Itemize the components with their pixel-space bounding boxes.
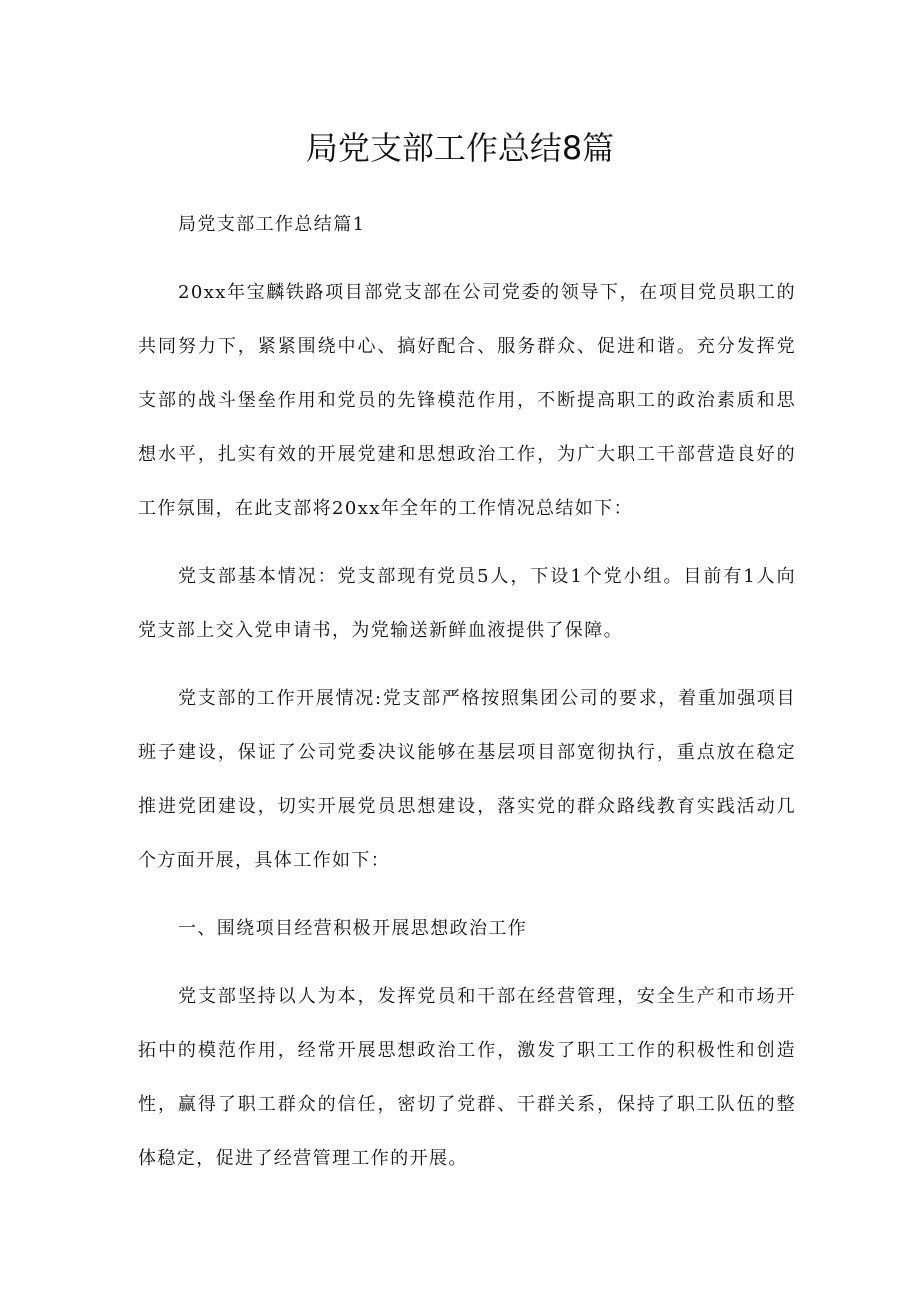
paragraph-intro: 20xx年宝麟铁路项目部党支部在公司党委的领导下，在项目党员职工的共同努力下，紧紧围绕中心、搞好配合、服务群众、促进和谐。充分发挥党支部的战斗堡垒作用和党员的先锋模范作用，不断提高职工的政治素质和思想水平，扎实有效的开展党建和思想政治工作，为广大职工干部营造良好的工作氛围，在此支部将20xx年全年的工作情况总结如下： (138, 282, 796, 519)
paragraph-section-1: 党支部坚持以人为本，发挥党员和干部在经营管理，安全生产和市场开拓中的模范作用，经常开展思想政治工作，激发了职工工作的积极性和创造性，赢得了职工群众的信任，密切了党群、干群关系，保持了职工队伍的整体稳定，促进了经营管理工作的开展。 (138, 986, 796, 1169)
section-label: 局党支部工作总结篇1 (178, 214, 366, 235)
paragraph-basic-info: 党支部基本情况：党支部现有党员5人，下设1个党小组。目前有1人向党支部上交入党申请书，为党输送新鲜血液提供了保障。 (138, 566, 796, 641)
section-heading-1: 一、围绕项目经营积极开展思想政治工作 (178, 918, 528, 939)
document-body (138, 198, 796, 1200)
paragraph-work-progress: 党支部的工作开展情况:党支部严格按照集团公司的要求，着重加强项目班子建设，保证了公司党委决议能够在基层项目部宽彻执行，重点放在稳定推进党团建设，切实开展党员思想建设，落实党的群众路线教育实践活动几个方面开展，具体工作如下： (138, 688, 796, 871)
document-title: 局党支部工作总结8篇 (305, 129, 615, 167)
